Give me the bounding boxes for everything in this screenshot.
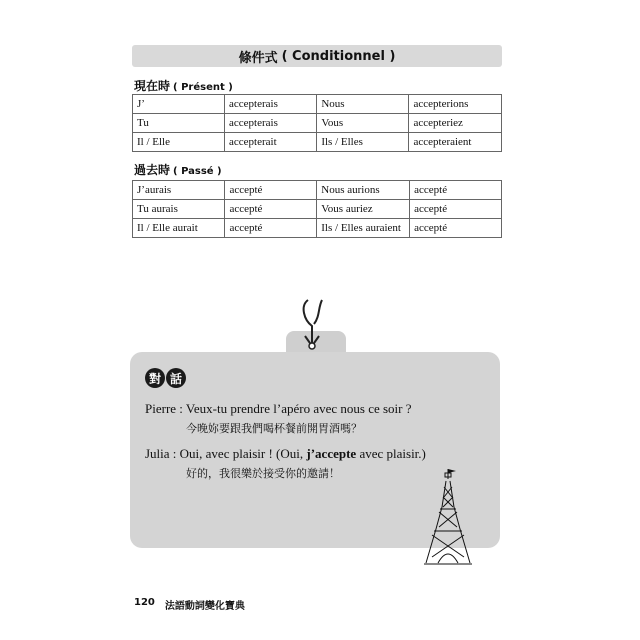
table-cell: accepté [410,219,502,238]
past-heading-fr: ( Passé ) [173,166,222,177]
table-cell: Nous aurions [317,181,410,200]
past-table [132,180,502,238]
table-row [133,133,502,152]
table-row [133,181,502,200]
table-cell: Vous auriez [317,200,410,219]
table-cell: accepteriez [409,114,502,133]
table-row [133,200,502,219]
table-row [133,114,502,133]
table-cell: Ils / Elles auraient [317,219,410,238]
section-title-zh: 條件式 [238,50,278,66]
page-number: 120 [134,597,155,608]
hook-arrow-icon [290,296,340,356]
table-cell: Il / Elle aurait [133,219,225,238]
dialogue-translation-pierre: 今晚妳要跟我們喝杯餐前開胃酒嗎？ [186,422,362,435]
present-heading [134,77,233,94]
eiffel-tower-icon [418,467,478,567]
dialogue-line-julia [145,446,426,462]
dialogue-badge: 話 [166,368,186,388]
table-cell: J’aurais [133,181,225,200]
table-cell: accepté [225,181,317,200]
past-heading [134,161,222,178]
table-cell: Tu aurais [133,200,225,219]
table-cell: accepterais [225,95,317,114]
table-cell: accepterions [409,95,502,114]
present-heading-zh: 現在時 [134,79,171,93]
table-cell: Ils / Elles [317,133,409,152]
table-row [133,95,502,114]
section-banner [132,45,502,67]
section-title-fr: ( Conditionnel ) [281,48,396,64]
dialogue-line-julia-before: Julia : Oui, avec plaisir ! (Oui, [145,446,307,461]
table-cell: Tu [133,114,225,133]
table-cell: accepteraient [409,133,502,152]
table-cell: accepté [410,181,502,200]
table-cell: Vous [317,114,409,133]
dialogue-line-julia-after: avec plaisir.) [356,446,426,461]
table-cell: accepté [225,200,317,219]
table-cell: accepté [410,200,502,219]
dialogue-line-julia-bold: j’accepte [306,446,357,461]
table-row [133,219,502,238]
present-table [132,94,502,152]
table-cell: Il / Elle [133,133,225,152]
dialogue-translation-julia: 好的，我很樂於接受你的邀請！ [186,467,340,480]
page-footer [134,597,245,612]
table-cell: Nous [317,95,409,114]
table-cell: accepté [225,219,317,238]
dialogue-badge: 對 [145,368,165,388]
present-heading-fr: ( Présent ) [173,82,233,93]
book-title: 法語動詞變化寶典 [164,601,245,612]
dialogue-line-pierre: Pierre : Veux-tu prendre l’apéro avec nous ce soir ? [145,401,412,416]
table-cell: J’ [133,95,225,114]
past-heading-zh: 過去時 [134,163,171,177]
table-cell: accepterais [225,114,317,133]
table-cell: accepterait [225,133,317,152]
